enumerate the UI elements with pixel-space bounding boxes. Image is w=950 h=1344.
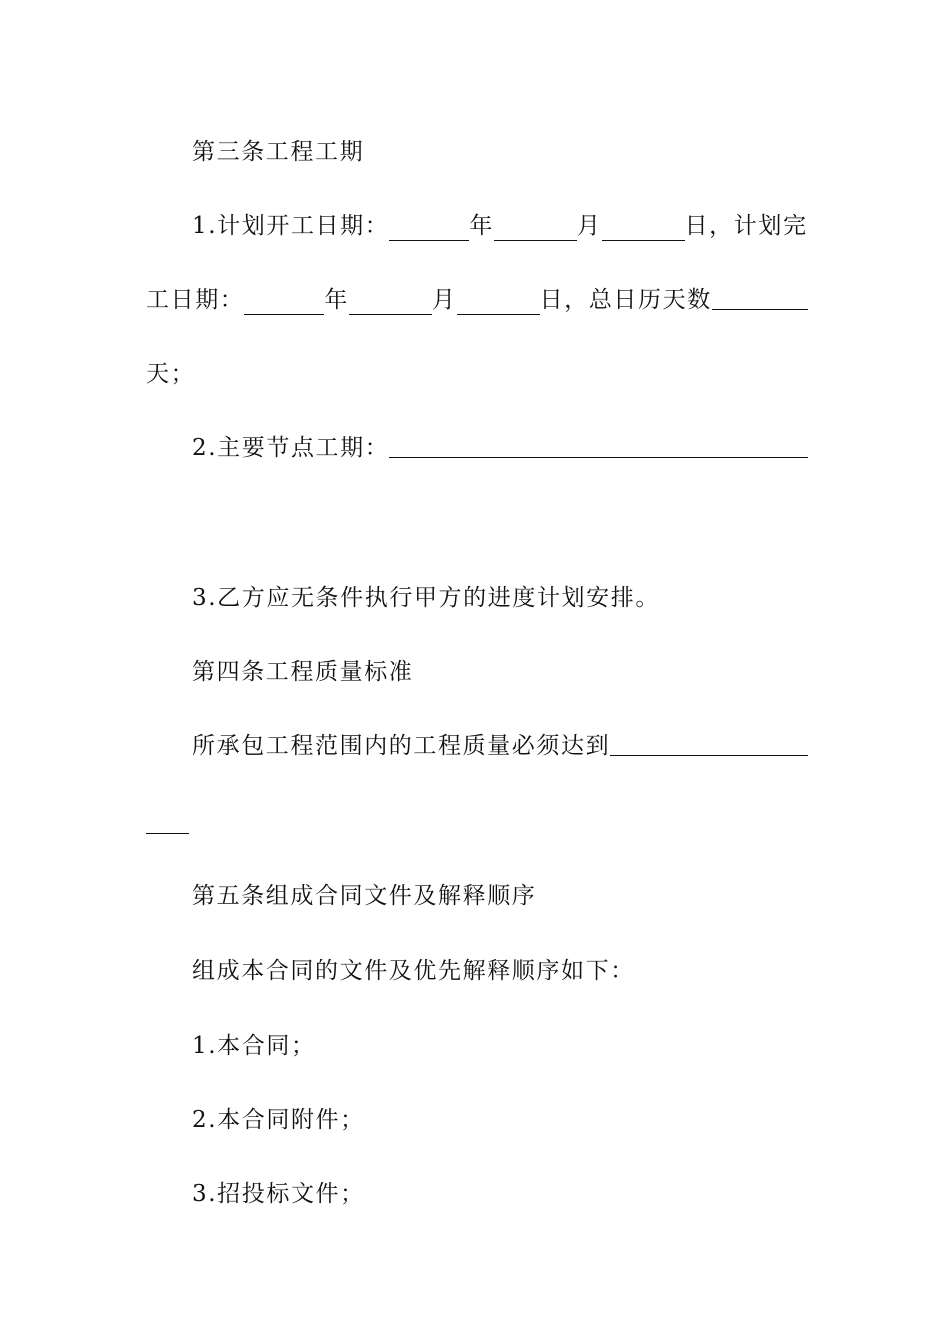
planned-start-date-line [192,211,808,241]
order-intro-text: 组成本合同的文件及优先解释顺序如下： [192,958,635,984]
article-5-title: 第五条组成合同文件及解释顺序 [192,883,537,909]
milestone-label: 2.主要节点工期： [192,435,390,461]
item-3-text: 3.乙方应无条件执行甲方的进度计划安排。 [192,585,660,611]
day-plan-label: 日，计划完 [684,213,808,239]
planned-end-label: 工日期： [146,287,245,313]
start-month-blank[interactable] [494,218,577,241]
start-year-blank[interactable] [389,218,469,241]
milestone-line [192,433,808,463]
end-day-blank[interactable] [457,292,540,315]
article-4-title: 第四条工程质量标准 [192,659,414,685]
milestone-blank[interactable] [389,435,808,458]
planned-start-label: 1.计划开工日期： [192,213,390,239]
quality-standard-label: 所承包工程范围内的工程质量必须达到 [192,733,611,759]
quality-standard-blank-continuation[interactable] [146,833,189,834]
end-year-blank[interactable] [244,292,324,315]
quality-standard-line [192,731,808,761]
list-item: 3.招投标文件； [192,1181,365,1207]
start-day-blank[interactable] [602,218,685,241]
article-3-title: 第三条工程工期 [192,139,365,165]
list-item: 1.本合同； [192,1033,316,1059]
list-item: 2.本合同附件； [192,1107,365,1133]
quality-standard-blank[interactable] [610,733,808,756]
total-days-blank[interactable] [712,287,808,310]
month-label: 月 [576,213,602,239]
total-days-label: 日，总日历天数 [539,287,712,313]
days-end-text: 天； [146,361,196,387]
end-month-blank[interactable] [349,292,432,315]
year-label: 年 [469,213,494,239]
month-label-2: 月 [432,287,457,313]
year-label-2: 年 [324,287,350,313]
planned-end-date-line [146,285,808,315]
